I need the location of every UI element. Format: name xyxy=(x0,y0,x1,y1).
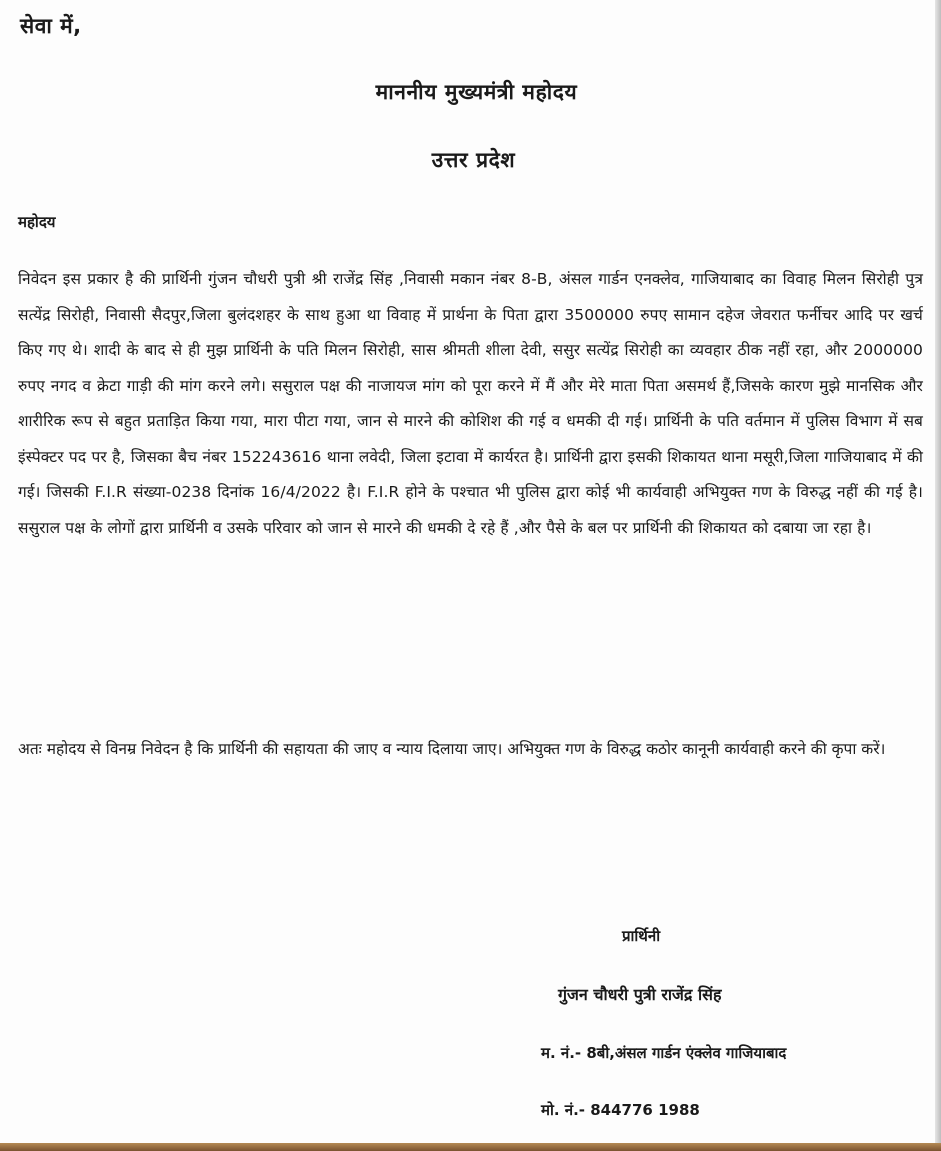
addressee-title: माननीय मुख्यमंत्री महोदय xyxy=(375,80,578,104)
page-edge-shadow xyxy=(935,0,941,1151)
greeting: महोदय xyxy=(18,213,56,231)
page-bottom-border xyxy=(0,1143,941,1151)
signature-title: प्रार्थिनी xyxy=(622,927,661,945)
signature-name: गुंजन चौधरी पुत्री राजेंद्र सिंह xyxy=(558,985,722,1004)
signature-address: म. नं.- 8बी,अंसल गार्डन एंक्लेव गाजियाबाद xyxy=(541,1044,787,1062)
salutation-top: सेवा में, xyxy=(20,14,82,38)
signature-mobile: मो. नं.- 844776 1988 xyxy=(541,1101,700,1119)
letter-request: अतः महोदय से विनम्र निवेदन है कि प्रार्थिनी की सहायता की जाए व न्याय दिलाया जाए। अभियुक्त गण के विरुद्ध कठोर कानूनी कार्यवाही करने की कृपा करें। xyxy=(18,740,886,758)
letter-body: निवेदन इस प्रकार है की प्रार्थिनी गुंजन चौधरी पुत्री श्री राजेंद्र सिंह ,निवासी मकान नंबर 8-B, अंसल गार्डन एनक्लेव, गाजियाबाद का विवाह मिलन सिरोही पुत्र सत्येंद्र सिरोही, निवासी सैदपुर,जिला बुलंदशहर के साथ हुआ था विवाह में प्रार्थना के पिता द्वारा 3500000 रुपए सामान दहेज जेवरात फर्नीचर आदि पर खर्च किए गए थे। शादी के बाद से ही मुझ प्रार्थिनी के पति मिलन सिरोही, सास श्रीमती शीला देवी, ससुर सत्येंद्र सिरोही का व्यवहार ठीक नहीं रहा, और 2000000 रुपए नगद व क्रेटा गाड़ी की मांग करने लगे। ससुराल पक्ष की नाजायज मांग को पूरा करने में मैं और मेरे माता पिता असमर्थ हैं,जिसके कारण मुझे मानसिक और शारीरिक रूप से बहुत प्रताड़ित किया गया, मारा पीटा गया, जान से मारने की कोशिश की गई व धमकी दी गई। प्रार्थिनी के पति वर्तमान में पुलिस विभाग में सब इंस्पेक्टर पद पर है, जिसका बैच नंबर 152243616 थाना लवेदी, जिला इटावा में कार्यरत है। प्रार्थिनी द्वारा इसकी शिकायत थाना मसूरी,जिला गाजियाबाद में की गई। जिसकी F.I.R संख्या-0238 दिनांक 16/4/2022 है। F.I.R होने के पश्चात भी पुलिस द्वारा कोई भी कार्यवाही अभियुक्त गण के विरुद्ध नहीं की गई है। ससुराल पक्ष के लोगों द्वारा प्रार्थिनी व उसके परिवार को जान से मारने की धमकी दे रहे हैं ,और पैसे के बल पर प्रार्थिनी की शिकायत को दबाया जा रहा है। xyxy=(18,270,923,537)
addressee-state: उत्तर प्रदेश xyxy=(431,148,516,172)
